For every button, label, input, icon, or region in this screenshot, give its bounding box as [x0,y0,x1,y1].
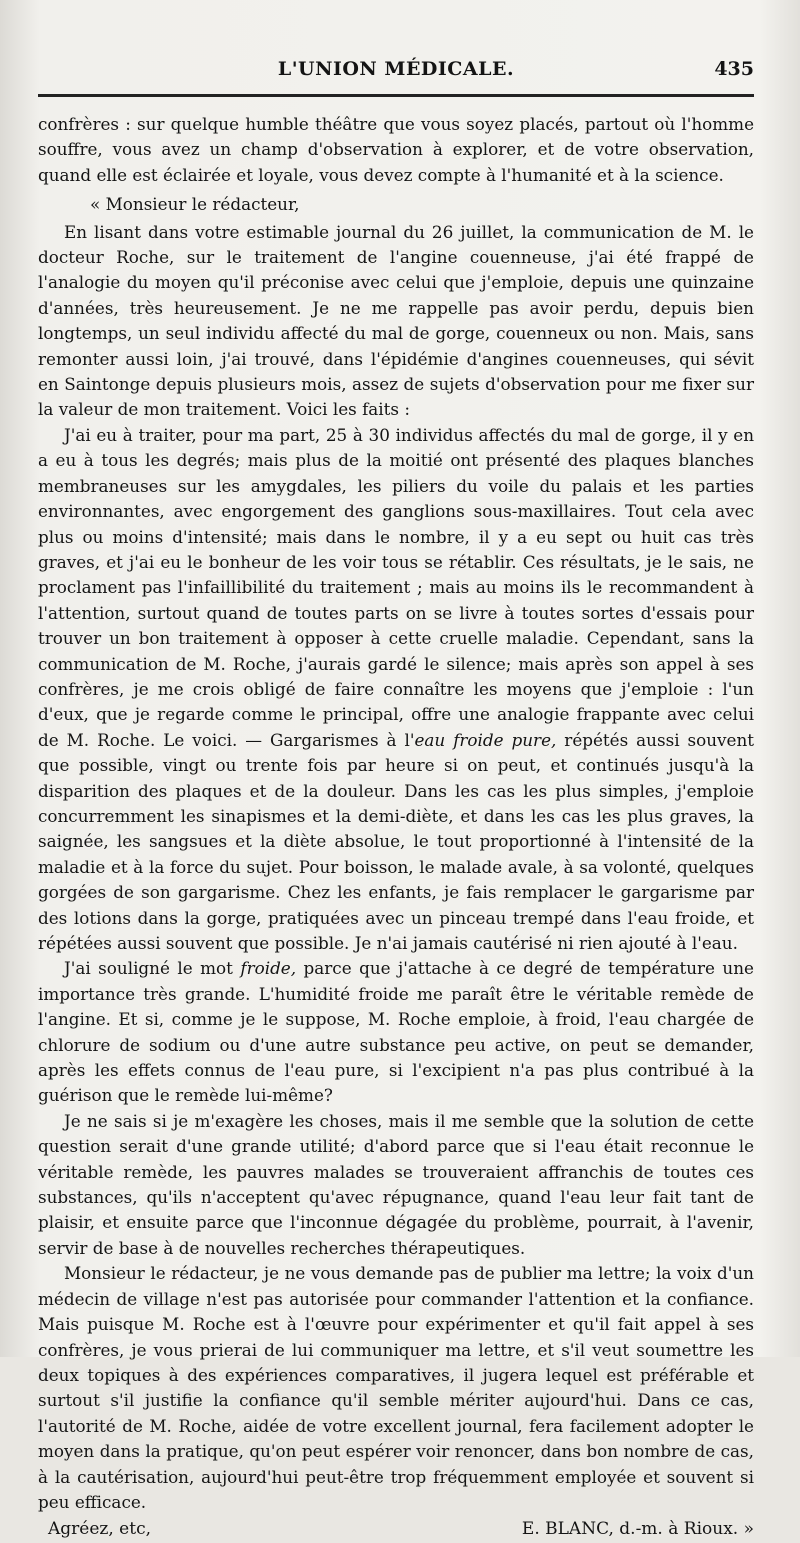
page-number: 435 [714,58,754,80]
closing-formula: Agréez, etc, [48,1519,151,1540]
paragraph-4-part-b: parce que j'attache à ce degré de température une importance très grande. L'humidité froide me paraît être le véritable remède de l'angine. Et si, comme je le suppose, M. Roche emploie, à froid, l'eau chargée de chlorure de sodium ou d'une autre substance peu active, on peut se demander, après les effets connus de l'eau pure, si l'excipient n'a pas plus contribué à la guérison que le remède lui-même? [38,958,754,1106]
paragraph-6: Monsieur le rédacteur, je ne vous demande pas de publier ma lettre; la voix d'un médecin de village n'est pas autorisée pour commander l'attention et la confiance. Mais puisque M. Roche est à l'œuvre pour expérimenter et qu'il fait appel à ses confrères, je vous prierai de lui communiquer ma lettre, et s'il veut soumettre les deux topiques à des expériences comparatives, il jugera lequel est préférable et surtout s'il justifie la confiance qu'il semble mériter aujourd'hui. Dans ce cas, l'autorité de M. Roche, aidée de votre excellent journal, fera facilement adopter le moyen dans la pratique, qu'on peut espérer voir renoncer, dans bon nombre de cas, à la cautérisation, aujourd'hui peut-être trop fréquemment employée et souvent si peu efficace. [38,1263,754,1512]
paragraph-3-part-b: répétés aussi souvent que possible, vingt ou trente fois par heure si on peut, et continués jusqu'à la disparition des plaques et de la douleur. Dans les cas les plus simples, j'emploie concurremment les sinapismes et la demi-diète, et dans les cas les plus graves, la saignée, les sangsues et la diète absolue, le tout proportionné à l'intensité de la maladie et à la force du sujet. Pour boisson, le malade avale, à sa volonté, quelques gorgées de son gargarisme. Chez les enfants, je fais remplacer le gargarisme par des lotions dans la gorge, pratiquées avec un pinceau trempé dans l'eau froide, et répétées aussi souvent que possible. Je n'ai jamais cautérisé ni rien ajouté à l'eau. [38,729,754,953]
page-header [38,58,754,88]
signature-line [38,1517,754,1542]
paragraph-4-part-a: J'ai souligné le mot [64,958,241,979]
paragraph-5: Je ne sais si je m'exagère les choses, mais il me semble que la solution de cette question serait d'une grande utilité; d'abord parce que si l'eau était reconnue le véritable remède, les pauvres malades se trouveraient affranchis de toutes ces substances, qu'ils n'acceptent qu'avec répugnance, quand l'eau leur fait tant de plaisir, et ensuite parce que l'inconnue dégagée du problème, pourrait, à l'avenir, servir de base à de nouvelles recherches thérapeutiques. [38,1110,754,1258]
article-body [38,112,754,1543]
salutation: « Monsieur le rédacteur, [90,194,300,215]
header-rule [38,94,754,97]
paragraph-3 [38,423,754,957]
paragraph-3-part-a: J'ai eu à traiter, pour ma part, 25 à 30 individus affectés du mal de gorge, il y en a eu à tous les degrés; mais plus de la moitié ont présenté des plaques blanches membraneuses sur les amygdales, les piliers du voile du palais et les parties environnantes, avec engorgement des ganglions sous-maxillaires. Tout cela avec plus ou moins d'intensité; mais dans le nombre, il y a eu sept ou huit cas très graves, et j'ai eu le bonheur de les voir tous se rétablir. Ces résultats, je le sais, ne proclament pas l'infaillibilité du traitement ; mais au moins ils le recommandent à l'attention, surtout quand de toutes parts on se livre à toutes sortes d'essais pour trouver un bon traitement à opposer à cette cruelle maladie. Cependant, sans la communication de M. Roche, j'aurais gardé le silence; mais après son appel à ses confrères, je me crois obligé de faire connaître les moyens que j'emploie : l'un d'eux, que je regarde comme le principal, offre une analogie frappante avec celui de M. Roche. Le voici. — Gargarismes à l' [38,424,754,750]
paragraph-1: confrères : sur quelque humble théâtre que vous soyez placés, partout où l'homme souffre, vous avez un champ d'observation à explorer, et de votre observation, quand elle est éclairée et loyale, vous devez compte à l'humanité et à la science. [38,114,754,185]
paragraph-2: En lisant dans votre estimable journal du 26 juillet, la communication de M. le docteur Roche, sur le traitement de l'angine couenneuse, j'ai été frappé de l'analogie du moyen qu'il préconise avec celui que j'emploie, depuis une quinzaine d'années, très heureusement. Je ne me rappelle pas avoir perdu, depuis bien longtemps, un seul individu affecté du mal de gorge, couenneux ou non. Mais, sans remonter aussi loin, j'ai trouvé, dans l'épidémie d'angines couenneuses, qui sévit en Saintonge depuis plusieurs mois, assez de sujets d'observation pour me fixer sur la valeur de mon traitement. Voici les faits : [38,221,754,420]
emphasis-eau-froide-pure: eau froide pure, [414,729,557,750]
author-signature: E. BLANC, d.-m. à Rioux. » [521,1519,754,1540]
running-title: L'UNION MÉDICALE. [277,58,515,80]
paragraph-4 [38,956,754,1108]
emphasis-froide: froide, [240,958,297,979]
